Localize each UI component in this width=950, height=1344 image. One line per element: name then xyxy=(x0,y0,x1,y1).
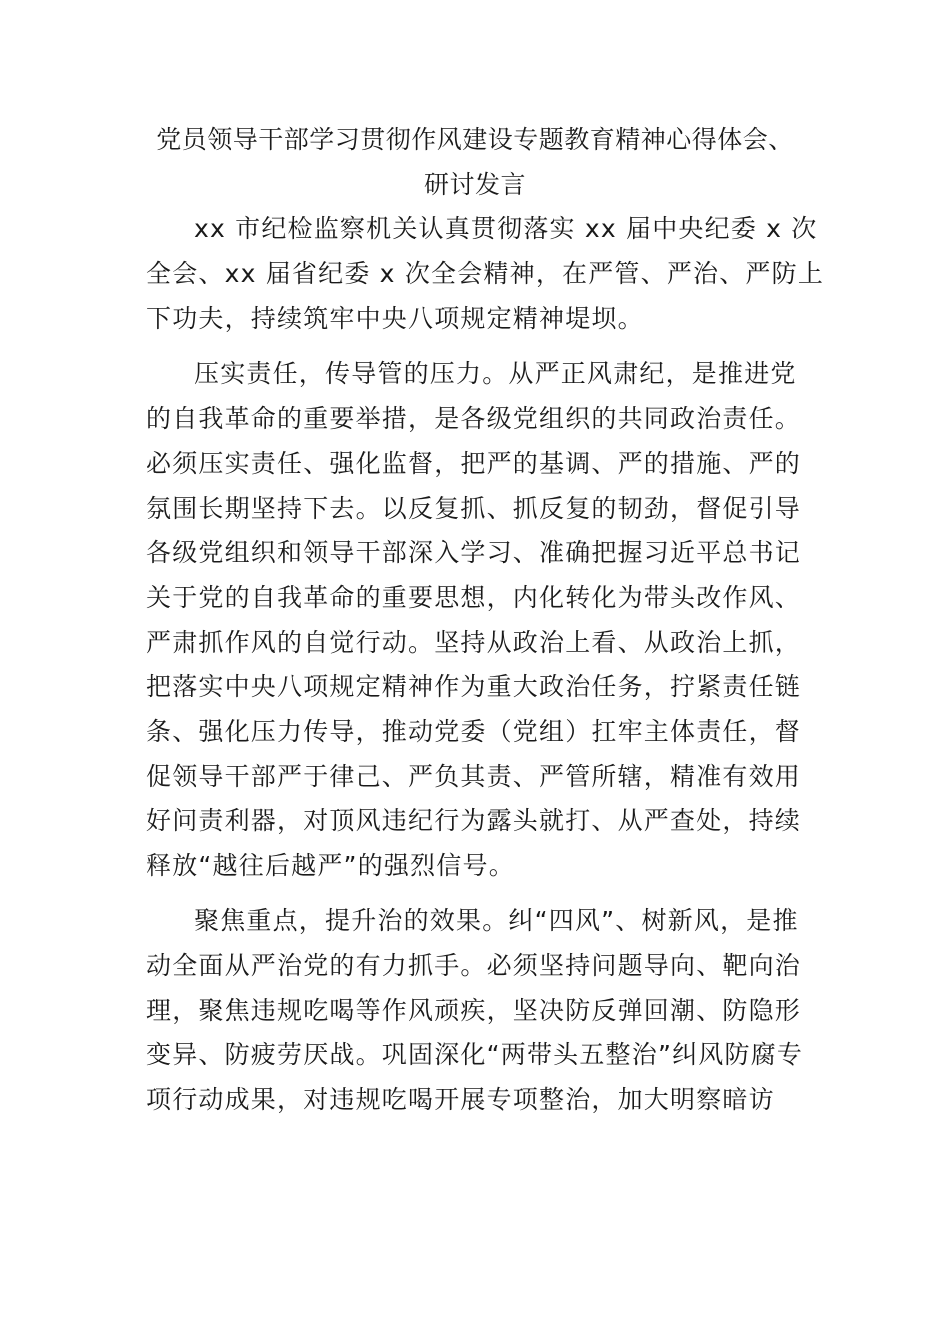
paragraph-2-line-9: 条、强化压力传导，推动党委（党组）扛牢主体责任，督 xyxy=(146,717,802,746)
paragraph-1-line-1: xx 市纪检监察机关认真贯彻落实 xx 届中央纪委 x 次 xyxy=(194,214,818,243)
paragraph-2-line-6: 关于党的自我革命的重要思想，内化转化为带头改作风、 xyxy=(146,583,802,612)
paragraph-3-line-3: 理，聚焦违规吃喝等作风顽疾，坚决防反弹回潮、防隐形 xyxy=(146,996,802,1025)
paragraph-2-line-12: 释放“越往后越严”的强烈信号。 xyxy=(146,851,515,880)
paragraph-2-line-11: 好问责利器，对顶风违纪行为露头就打、从严查处，持续 xyxy=(146,806,802,835)
paragraph-2-line-2: 的自我革命的重要举措，是各级党组织的共同政治责任。 xyxy=(146,404,802,433)
paragraph-3-line-4: 变异、防疲劳厌战。巩固深化“两带头五整治”纠风防腐专 xyxy=(146,1040,804,1069)
paragraph-1-line-3: 下功夫，持续筑牢中央八项规定精神堤坝。 xyxy=(146,304,644,333)
paragraph-2-line-10: 促领导干部严于律己、严负其责、严管所辖，精准有效用 xyxy=(146,762,802,791)
document-title-line-2: 研讨发言 xyxy=(423,170,526,199)
paragraph-3-line-2: 动全面从严治党的有力抓手。必须坚持问题导向、靶向治 xyxy=(146,951,802,980)
paragraph-2-line-3: 必须压实责任、强化监督，把严的基调、严的措施、严的 xyxy=(146,449,802,478)
paragraph-2-line-8: 把落实中央八项规定精神作为重大政治任务，拧紧责任链 xyxy=(146,672,802,701)
paragraph-3-line-1: 聚焦重点，提升治的效果。纠“四风”、树新风，是推 xyxy=(194,906,799,935)
paragraph-2-line-4: 氛围长期坚持下去。以反复抓、抓反复的韧劲，督促引导 xyxy=(146,494,802,523)
paragraph-2-line-5: 各级党组织和领导干部深入学习、准确把握习近平总书记 xyxy=(146,538,802,567)
paragraph-3-line-5: 项行动成果，对违规吃喝开展专项整治，加大明察暗访 xyxy=(146,1085,775,1114)
paragraph-2-line-7: 严肃抓作风的自觉行动。坚持从政治上看、从政治上抓， xyxy=(146,628,802,657)
document-title-line-1: 党员领导干部学习贯彻作风建设专题教育精神心得体会、 xyxy=(156,125,794,154)
paragraph-1-line-2: 全会、xx 届省纪委 x 次全会精神，在严管、严治、严防上 xyxy=(146,259,825,288)
paragraph-2-line-1: 压实责任，传导管的压力。从严正风肃纪，是推进党 xyxy=(194,359,797,388)
